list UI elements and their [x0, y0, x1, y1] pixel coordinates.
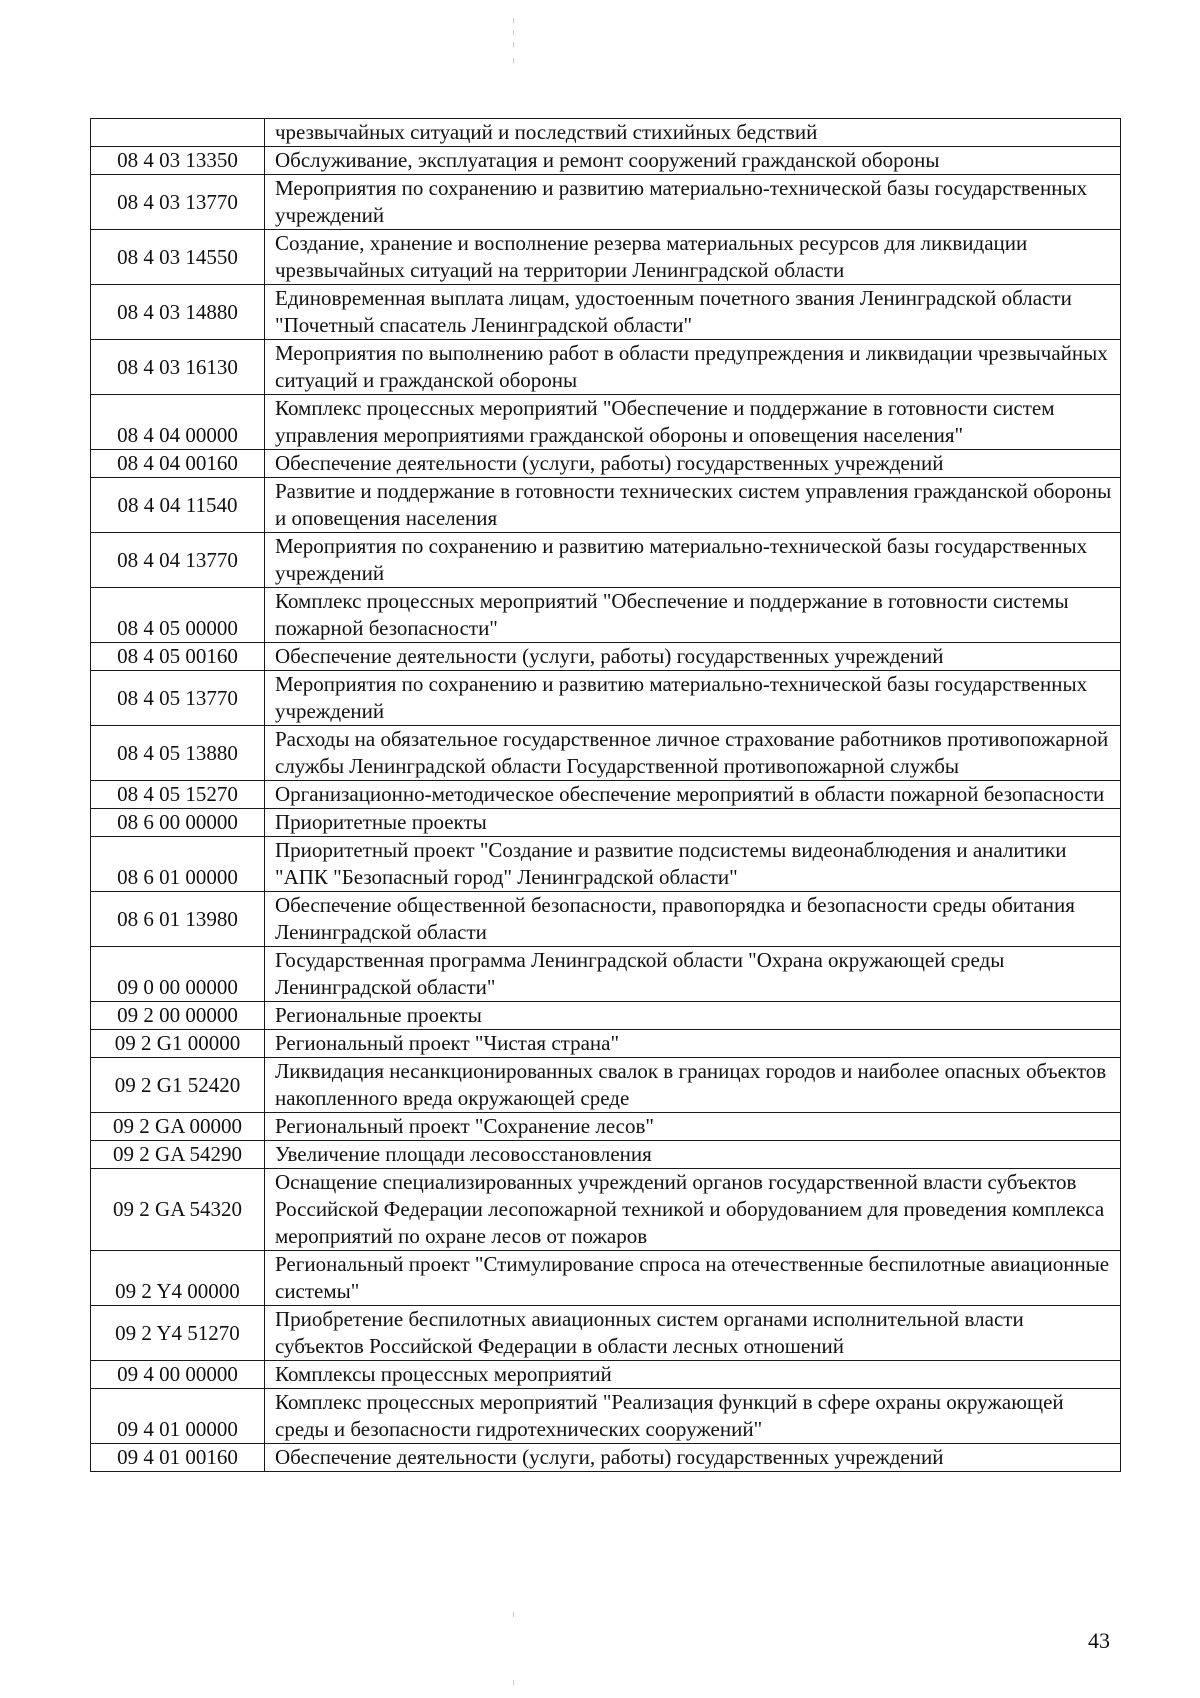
scan-artifact [513, 30, 514, 35]
scan-artifact [513, 1612, 514, 1617]
description-cell: Приоритетный проект "Создание и развитие подсистемы видеонаблюдения и аналитики "АПК "Безопасный город" Ленинградской области" [265, 837, 1121, 892]
table-row [91, 175, 1121, 230]
scan-artifact [513, 18, 514, 23]
description-cell: Региональный проект "Чистая страна" [265, 1030, 1121, 1058]
code-cell: 09 2 GA 54320 [91, 1169, 265, 1251]
description-cell: Комплекс процессных мероприятий "Реализация функций в сфере охраны окружающей среды и безопасности гидротехнических сооружений" [265, 1389, 1121, 1444]
description-cell: Мероприятия по сохранению и развитию материально-технической базы государственных учреждений [265, 671, 1121, 726]
code-cell: 08 4 03 14880 [91, 285, 265, 340]
description-cell: Организационно-методическое обеспечение мероприятий в области пожарной безопасности [265, 781, 1121, 809]
description-cell: Обеспечение деятельности (услуги, работы) государственных учреждений [265, 1444, 1121, 1472]
table-row [91, 892, 1121, 947]
description-cell: Мероприятия по сохранению и развитию материально-технической базы государственных учреждений [265, 533, 1121, 588]
table-row [91, 1361, 1121, 1389]
description-cell: Развитие и поддержание в готовности технических систем управления гражданской обороны и оповещения населения [265, 478, 1121, 533]
description-cell: Обеспечение деятельности (услуги, работы) государственных учреждений [265, 450, 1121, 478]
code-cell: 08 4 05 15270 [91, 781, 265, 809]
description-cell: Комплекс процессных мероприятий "Обеспечение и поддержание в готовности системы пожарной безопасности" [265, 588, 1121, 643]
description-cell: Обслуживание, эксплуатация и ремонт сооружений гражданской обороны [265, 147, 1121, 175]
code-cell: 08 4 03 16130 [91, 340, 265, 395]
table-row [91, 230, 1121, 285]
code-cell: 08 6 01 13980 [91, 892, 265, 947]
code-cell: 09 2 G1 52420 [91, 1058, 265, 1113]
code-cell: 08 4 04 00000 [91, 395, 265, 450]
code-cell [91, 119, 265, 147]
table-row [91, 726, 1121, 781]
description-cell: Приобретение беспилотных авиационных систем органами исполнительной власти субъектов Российской Федерации в области лесных отношений [265, 1306, 1121, 1361]
description-cell: Обеспечение деятельности (услуги, работы) государственных учреждений [265, 643, 1121, 671]
budget-codes-table [90, 118, 1121, 1472]
description-cell: Ликвидация несанкционированных свалок в границах городов и наиболее опасных объектов накопленного вреда окружающей среде [265, 1058, 1121, 1113]
description-cell: Комплекс процессных мероприятий "Обеспечение и поддержание в готовности систем управления мероприятиями гражданской обороны и оповещения населения" [265, 395, 1121, 450]
table-row [91, 285, 1121, 340]
table-row [91, 1030, 1121, 1058]
code-cell: 08 6 00 00000 [91, 809, 265, 837]
table-row [91, 1389, 1121, 1444]
description-cell: Оснащение специализированных учреждений органов государственной власти субъектов Российской Федерации лесопожарной техникой и оборудованием для проведения комплекса мероприятий по охране лесов от пожаров [265, 1169, 1121, 1251]
code-cell: 09 2 GA 00000 [91, 1113, 265, 1141]
table-row [91, 450, 1121, 478]
description-cell: Государственная программа Ленинградской области "Охрана окружающей среды Ленинградской области" [265, 947, 1121, 1002]
code-cell: 09 2 G1 00000 [91, 1030, 265, 1058]
code-cell: 08 4 05 00160 [91, 643, 265, 671]
table-row [91, 671, 1121, 726]
code-cell: 08 4 03 13770 [91, 175, 265, 230]
table-row [91, 340, 1121, 395]
code-cell: 08 6 01 00000 [91, 837, 265, 892]
description-cell: Обеспечение общественной безопасности, правопорядка и безопасности среды обитания Ленинградской области [265, 892, 1121, 947]
table-row [91, 947, 1121, 1002]
table-row [91, 1444, 1121, 1472]
description-cell: Региональный проект "Сохранение лесов" [265, 1113, 1121, 1141]
code-cell: 09 2 Y4 51270 [91, 1306, 265, 1361]
table-row [91, 643, 1121, 671]
code-cell: 08 4 05 13880 [91, 726, 265, 781]
table-row [91, 1306, 1121, 1361]
table-row [91, 1141, 1121, 1169]
table-row [91, 395, 1121, 450]
table-row [91, 1058, 1121, 1113]
table-row [91, 533, 1121, 588]
table-row [91, 119, 1121, 147]
table-row [91, 588, 1121, 643]
code-cell: 09 4 01 00000 [91, 1389, 265, 1444]
description-cell: Региональный проект "Стимулирование спроса на отечественные беспилотные авиационные системы" [265, 1251, 1121, 1306]
code-cell: 09 4 00 00000 [91, 1361, 265, 1389]
scan-artifact [513, 1680, 514, 1685]
scan-artifact [513, 58, 514, 63]
code-cell: 08 4 04 11540 [91, 478, 265, 533]
description-cell: Комплексы процессных мероприятий [265, 1361, 1121, 1389]
code-cell: 08 4 05 00000 [91, 588, 265, 643]
code-cell: 08 4 03 13350 [91, 147, 265, 175]
code-cell: 09 2 GA 54290 [91, 1141, 265, 1169]
code-cell: 09 4 01 00160 [91, 1444, 265, 1472]
code-cell: 08 4 05 13770 [91, 671, 265, 726]
table-row [91, 147, 1121, 175]
description-cell: Региональные проекты [265, 1002, 1121, 1030]
code-cell: 08 4 04 00160 [91, 450, 265, 478]
description-cell: Создание, хранение и восполнение резерва материальных ресурсов для ликвидации чрезвычайных ситуаций на территории Ленинградской области [265, 230, 1121, 285]
table-row [91, 1113, 1121, 1141]
table-body [91, 119, 1121, 1472]
table-row [91, 1002, 1121, 1030]
description-cell: чрезвычайных ситуаций и последствий стихийных бедствий [265, 119, 1121, 147]
code-cell: 08 4 04 13770 [91, 533, 265, 588]
table-row [91, 1169, 1121, 1251]
table-row [91, 781, 1121, 809]
description-cell: Приоритетные проекты [265, 809, 1121, 837]
table-row [91, 1251, 1121, 1306]
scan-artifact [513, 42, 514, 47]
table-row [91, 478, 1121, 533]
description-cell: Расходы на обязательное государственное личное страхование работников противопожарной службы Ленинградской области Государственной противопожарной службы [265, 726, 1121, 781]
code-cell: 09 2 Y4 00000 [91, 1251, 265, 1306]
table-row [91, 809, 1121, 837]
code-cell: 09 2 00 00000 [91, 1002, 265, 1030]
description-cell: Единовременная выплата лицам, удостоенным почетного звания Ленинградской области "Почетный спасатель Ленинградской области" [265, 285, 1121, 340]
description-cell: Увеличение площади лесовосстановления [265, 1141, 1121, 1169]
table-row [91, 837, 1121, 892]
description-cell: Мероприятия по выполнению работ в области предупреждения и ликвидации чрезвычайных ситуаций и гражданской обороны [265, 340, 1121, 395]
code-cell: 08 4 03 14550 [91, 230, 265, 285]
page-number: 43 [1088, 1628, 1110, 1653]
description-cell: Мероприятия по сохранению и развитию материально-технической базы государственных учреждений [265, 175, 1121, 230]
code-cell: 09 0 00 00000 [91, 947, 265, 1002]
